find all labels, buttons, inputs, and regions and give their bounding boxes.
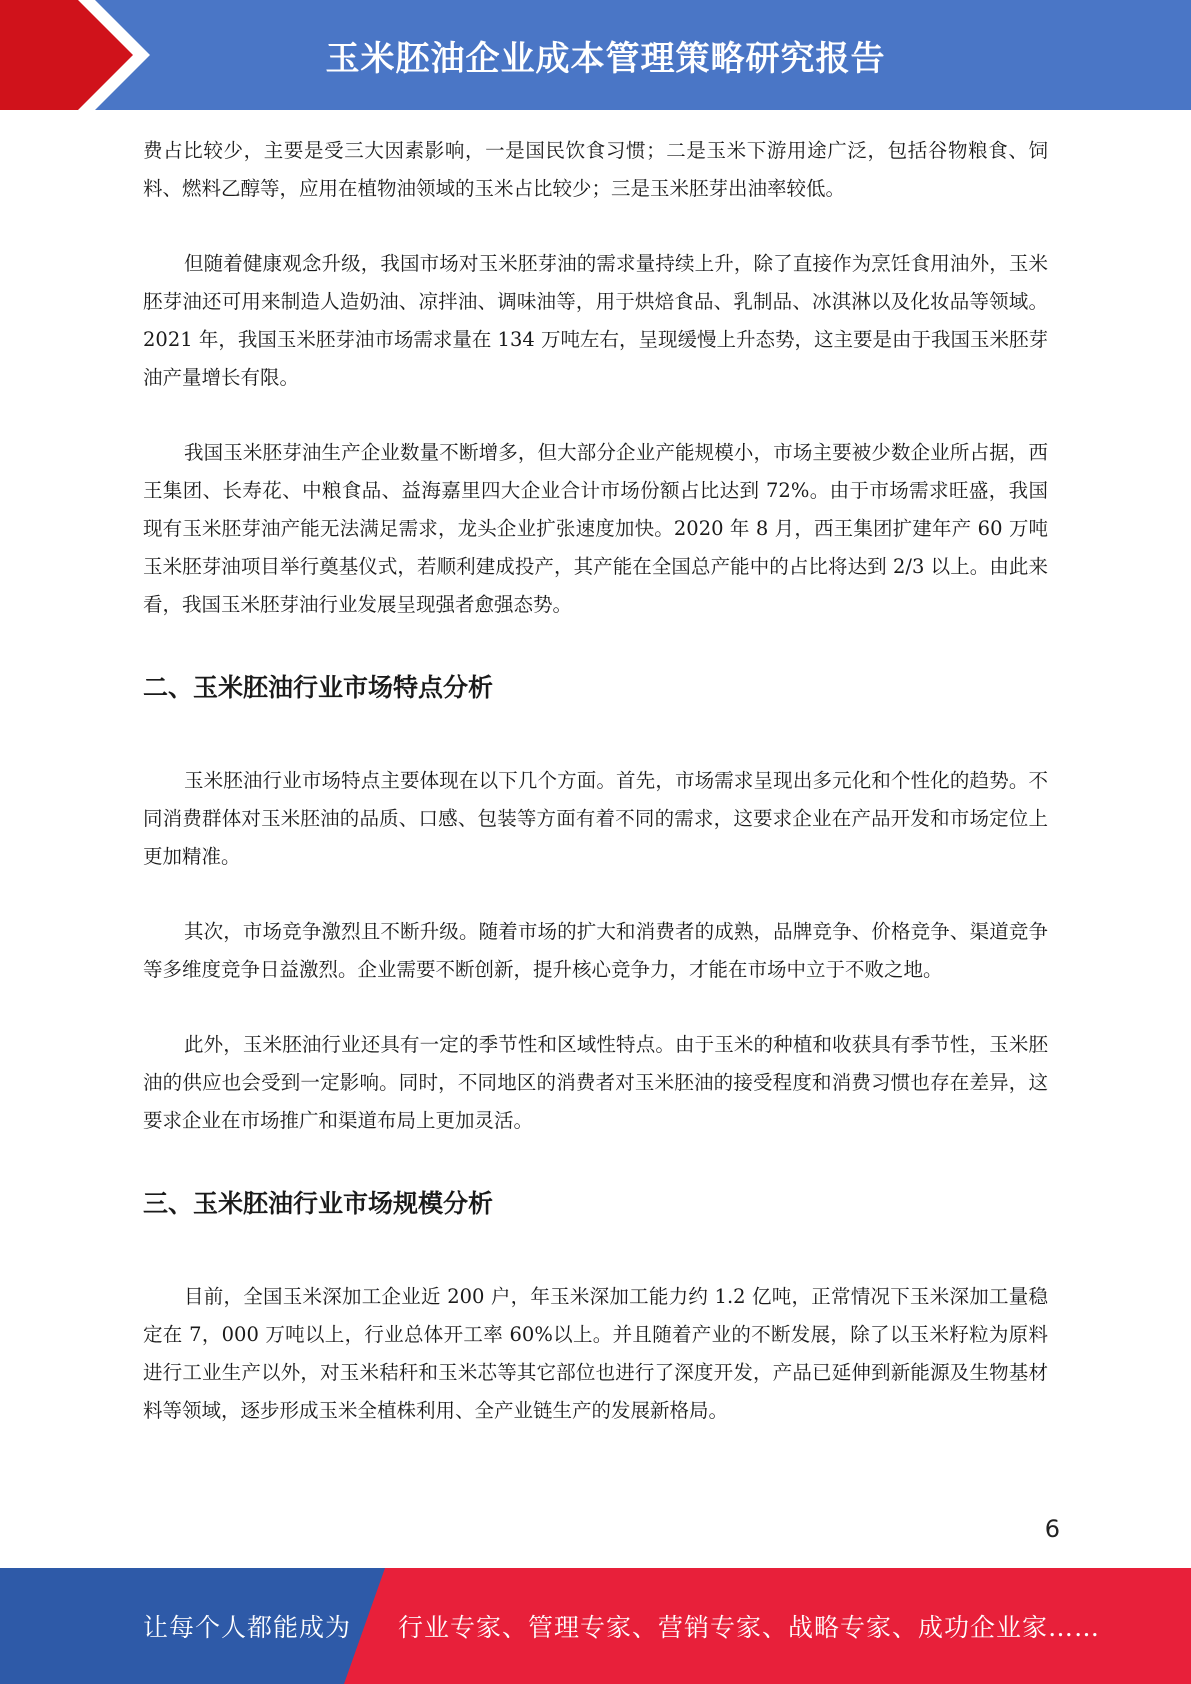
page-header	[0, 0, 1191, 110]
paragraph-7: 目前，全国玉米深加工企业近 200 户，年玉米深加工能力约 1.2 亿吨，正常情况下玉米深加工量稳定在 7，000 万吨以上，行业总体开工率 60%以上。并且随着产业的不断发展，除了以玉米籽粒为原料进行工业生产以外，对玉米秸秆和玉米芯等其它部位也进行了深度开发，产品已延伸到新能源及生物基材料等领域，逐步形成玉米全植株利用、全产业链生产的发展新格局。	[143, 1285, 1048, 1422]
paragraph-3: 我国玉米胚芽油生产企业数量不断增多，但大部分企业产能规模小，市场主要被少数企业所占据，西王集团、长寿花、中粮食品、益海嘉里四大企业合计市场份额占比达到 72%。由于市场需求旺盛，我国现有玉米胚芽油产能无法满足需求，龙头企业扩张速度加快。2020 年 8 月，西王集团扩建年产 60 万吨玉米胚芽油项目举行奠基仪式，若顺利建成投产，其产能在全国总产能中的占比将达到 2/3 以上。由此来看，我国玉米胚芽油行业发展呈现强者愈强态势。	[143, 441, 1048, 616]
paragraph-4: 玉米胚油行业市场特点主要体现在以下几个方面。首先，市场需求呈现出多元化和个性化的趋势。不同消费群体对玉米胚油的品质、口感、包装等方面有着不同的需求，这要求企业在产品开发和市场定位上更加精准。	[143, 769, 1048, 868]
header-arrow-decoration	[0, 0, 160, 110]
paragraph-5: 其次，市场竞争激烈且不断升级。随着市场的扩大和消费者的成熟，品牌竞争、价格竞争、渠道竞争等多维度竞争日益激烈。企业需要不断创新，提升核心竞争力，才能在市场中立于不败之地。	[143, 920, 1048, 981]
page-footer	[0, 1568, 1191, 1684]
paragraph-1: 费占比较少，主要是受三大因素影响，一是国民饮食习惯；二是玉米下游用途广泛，包括谷物粮食、饲料、燃料乙醇等，应用在植物油领域的玉米占比较少；三是玉米胚芽出油率较低。	[143, 139, 1048, 200]
header-title: 玉米胚油企业成本管理策略研究报告	[325, 38, 886, 79]
document-body	[143, 132, 1048, 1430]
paragraph-2: 但随着健康观念升级，我国市场对玉米胚芽油的需求量持续上升，除了直接作为烹饪食用油外，玉米胚芽油还可用来制造人造奶油、凉拌油、调味油等，用于烘焙食品、乳制品、冰淇淋以及化妆品等领域。2021 年，我国玉米胚芽油市场需求量在 134 万吨左右，呈现缓慢上升态势，这主要是由于我国玉米胚芽油产量增长有限。	[143, 252, 1048, 389]
section-heading-2: 二、玉米胚油行业市场特点分析	[143, 673, 494, 702]
page-number: 6	[1044, 1515, 1060, 1543]
paragraph-6: 此外，玉米胚油行业还具有一定的季节性和区域性特点。由于玉米的种植和收获具有季节性，玉米胚油的供应也会受到一定影响。同时，不同地区的消费者对玉米胚油的接受程度和消费习惯也存在差异，这要求企业在市场推广和渠道布局上更加灵活。	[143, 1033, 1048, 1132]
footer-slogan-left: 让每个人都能成为	[143, 1613, 352, 1642]
section-heading-3: 三、玉米胚油行业市场规模分析	[143, 1189, 494, 1218]
footer-slogan-right: 行业专家、管理专家、营销专家、战略专家、成功企业家……	[398, 1613, 1101, 1642]
